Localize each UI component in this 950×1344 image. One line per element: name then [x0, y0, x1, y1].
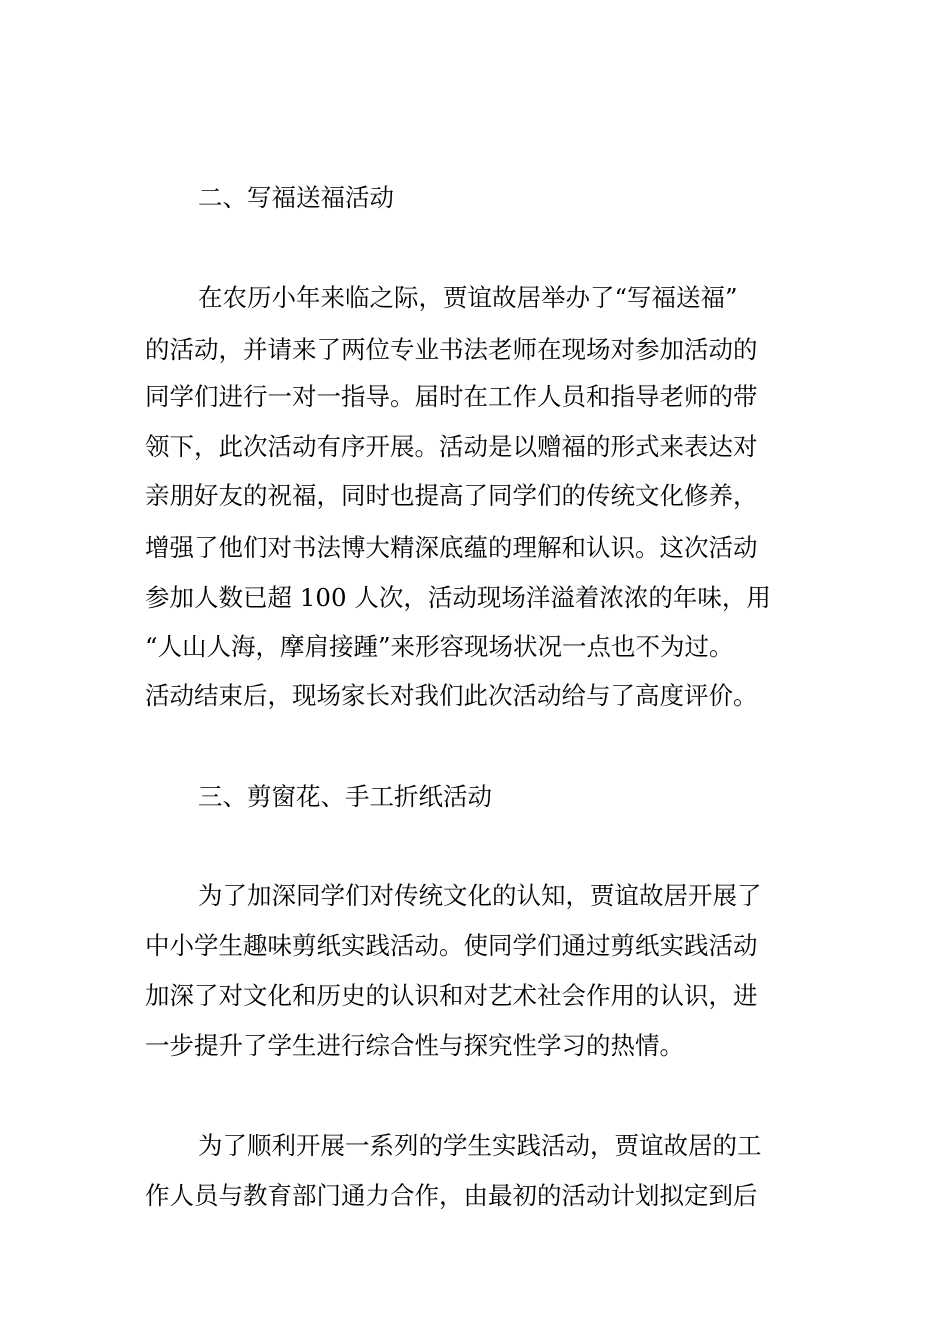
paragraph-line: 为了顺利开展一系列的学生实践活动，贾谊故居的工	[198, 1131, 762, 1160]
paragraph-line: 活动结束后，现场家长对我们此次活动给与了高度评价。	[145, 681, 758, 710]
paragraph-line: “人山人海，摩肩接踵”来形容现场状况一点也不为过。	[145, 632, 734, 661]
paragraph-line: 为了加深同学们对传统文化的认知，贾谊故居开展了	[198, 881, 762, 910]
paragraph-line: 加深了对文化和历史的认识和对艺术社会作用的认识，进	[145, 981, 758, 1010]
paragraph-line: 领下，此次活动有序开展。活动是以赠福的形式来表达对	[145, 432, 758, 461]
paragraph-line: 的活动，并请来了两位专业书法老师在现场对参加活动的	[145, 335, 758, 364]
paragraph-line: 一步提升了学生进行综合性与探究性学习的热情。	[145, 1031, 684, 1060]
paragraph-line: 亲朋好友的祝福，同时也提高了同学们的传统文化修养，	[145, 481, 758, 510]
paragraph-line: 增强了他们对书法博大精深底蕴的理解和认识。这次活动	[145, 533, 758, 562]
paragraph-line: 中小学生趣味剪纸实践活动。使同学们通过剪纸实践活动	[145, 931, 758, 960]
section-heading-2: 二、写福送福活动	[198, 183, 394, 212]
paragraph-line: 作人员与教育部门通力合作，由最初的活动计划拟定到后	[145, 1181, 758, 1210]
paragraph-line: 同学们进行一对一指导。届时在工作人员和指导老师的带	[145, 382, 758, 411]
section-heading-3: 三、剪窗花、手工折纸活动	[198, 782, 492, 811]
paragraph-line: 在农历小年来临之际，贾谊故居举办了“写福送福”	[198, 283, 738, 312]
paragraph-line: 参加人数已超 100 人次，活动现场洋溢着浓浓的年味，用	[145, 583, 771, 612]
